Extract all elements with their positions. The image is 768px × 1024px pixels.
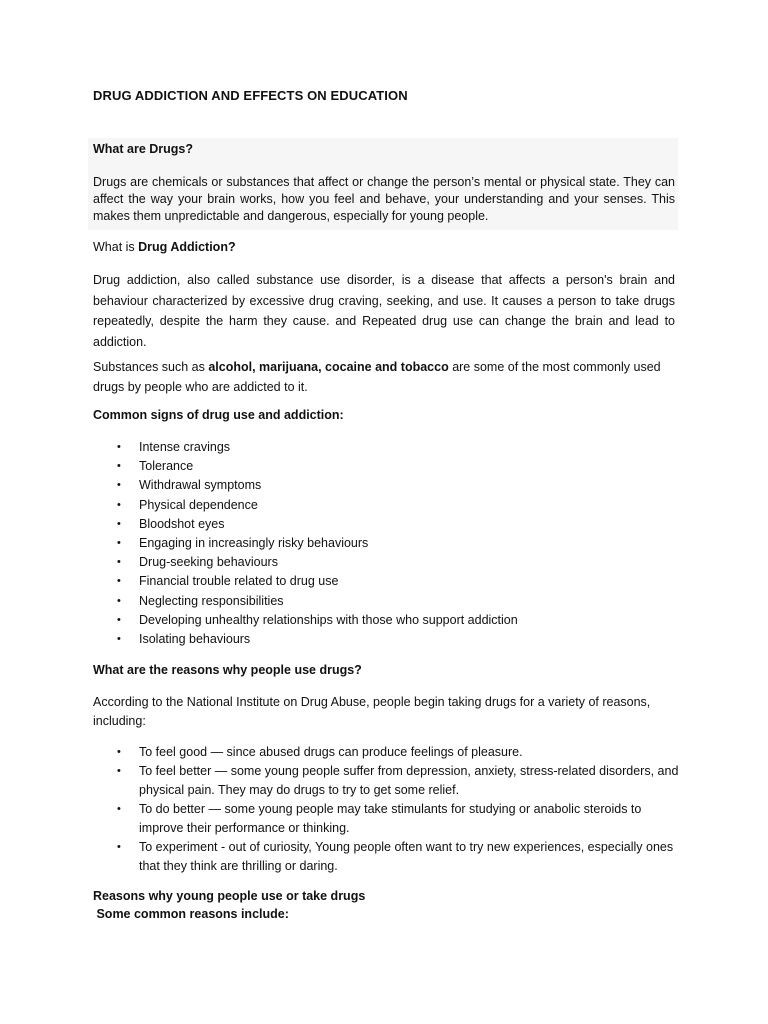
- heading-addiction-bold: Drug Addiction?: [138, 240, 236, 254]
- subheading-common-reasons: Some common reasons include:: [93, 907, 289, 921]
- substances-suffix: are some of the most commonly used drugs by people who are addicted to it.: [93, 360, 661, 394]
- bullet-icon: •: [117, 765, 121, 777]
- list-item-text: Withdrawal symptoms: [139, 478, 262, 493]
- list-item: [0, 496, 679, 515]
- paragraph-nida-intro: According to the National Institute on Drug Abuse, people begin taking drugs for a variety of reasons, including:: [93, 695, 651, 728]
- list-item-text: Drug-seeking behaviours: [139, 555, 278, 570]
- bullet-icon: •: [117, 479, 121, 492]
- list-item: [0, 534, 679, 553]
- substances-prefix: Substances such as: [93, 360, 209, 374]
- list-item-text: Isolating behaviours: [139, 631, 251, 646]
- list-item-text: To feel better — some young people suffer from depression, anxiety, stress-related disorders, and physical pain. They may do drugs to try to get some relief.: [139, 764, 679, 797]
- list-item-text: Financial trouble related to drug use: [139, 574, 339, 589]
- substances-bold: alcohol, marijuana, cocaine and tobacco: [208, 360, 449, 374]
- list-item-text: Engaging in increasingly risky behaviours: [139, 535, 369, 550]
- list-item-text: Tolerance: [139, 459, 194, 474]
- list-item: [0, 762, 679, 800]
- list-item-text: To experiment - out of curiosity, Young people often want to try new experiences, especially ones that they think are thrilling or daring.: [139, 840, 674, 873]
- heading-reasons-young-people: Reasons why young people use or take drugs: [93, 889, 366, 903]
- bullet-icon: •: [117, 632, 121, 645]
- list-item: [0, 592, 679, 611]
- list-item-text: Physical dependence: [139, 497, 258, 512]
- list-item-text: To feel good — since abused drugs can produce feelings of pleasure.: [139, 745, 523, 759]
- list-item-text: Developing unhealthy relationships with those who support addiction: [139, 612, 518, 627]
- bullet-icon: •: [117, 613, 121, 626]
- bullet-icon: •: [117, 575, 121, 588]
- list-item: [0, 476, 679, 495]
- list-item: [0, 515, 679, 534]
- list-item: [0, 838, 679, 876]
- bullet-icon: •: [117, 841, 121, 853]
- bullet-icon: •: [117, 803, 121, 815]
- heading-common-signs: Common signs of drug use and addiction:: [93, 408, 344, 422]
- list-item: [0, 438, 679, 457]
- bullet-icon: •: [117, 498, 121, 511]
- list-item: [0, 572, 679, 591]
- list-item: [0, 630, 679, 649]
- bullet-icon: •: [117, 536, 121, 549]
- heading-addiction-prefix: What is: [93, 240, 139, 254]
- list-item: [0, 743, 679, 762]
- list-item: [0, 553, 679, 572]
- bullet-icon: •: [117, 746, 121, 758]
- bullet-icon: •: [117, 556, 121, 569]
- document-title: DRUG ADDICTION AND EFFECTS ON EDUCATION: [93, 88, 408, 103]
- paragraph-substances: [93, 357, 675, 397]
- list-item-text: Neglecting responsibilities: [139, 593, 284, 608]
- heading-what-is-drug-addiction: [93, 240, 236, 254]
- reasons-list: [0, 743, 679, 876]
- list-item: [0, 611, 679, 630]
- bullet-icon: •: [117, 594, 121, 607]
- paragraph-drug-addiction: Drug addiction, also called substance use disorder, is a disease that affects a person's brain and behaviour characterized by excessive drug craving, seeking, and use. It causes a person to take drugs repeatedly, despite the harm they cause. and Repeated drug use can change the brain and lead to addiction.: [93, 273, 675, 349]
- bullet-icon: •: [117, 460, 121, 473]
- list-item-text: Intense cravings: [139, 440, 231, 454]
- heading-what-are-drugs: What are Drugs?: [93, 142, 194, 156]
- signs-list: [0, 438, 679, 649]
- paragraph-what-are-drugs: Drugs are chemicals or substances that affect or change the person’s mental or physical state. They can affect the way your brain works, how you feel and behave, your understanding and your senses. This makes them unpredictable and dangerous, especially for young people.: [93, 175, 675, 223]
- list-item: [0, 800, 679, 838]
- list-item-text: To do better — some young people may take stimulants for studying or anabolic steroids to improve their performance or thinking.: [139, 802, 642, 835]
- bullet-icon: •: [117, 441, 121, 453]
- bullet-icon: •: [117, 517, 121, 530]
- list-item-text: Bloodshot eyes: [139, 516, 225, 531]
- heading-reasons-people-use-drugs: What are the reasons why people use drugs?: [93, 663, 362, 677]
- list-item: [0, 457, 679, 476]
